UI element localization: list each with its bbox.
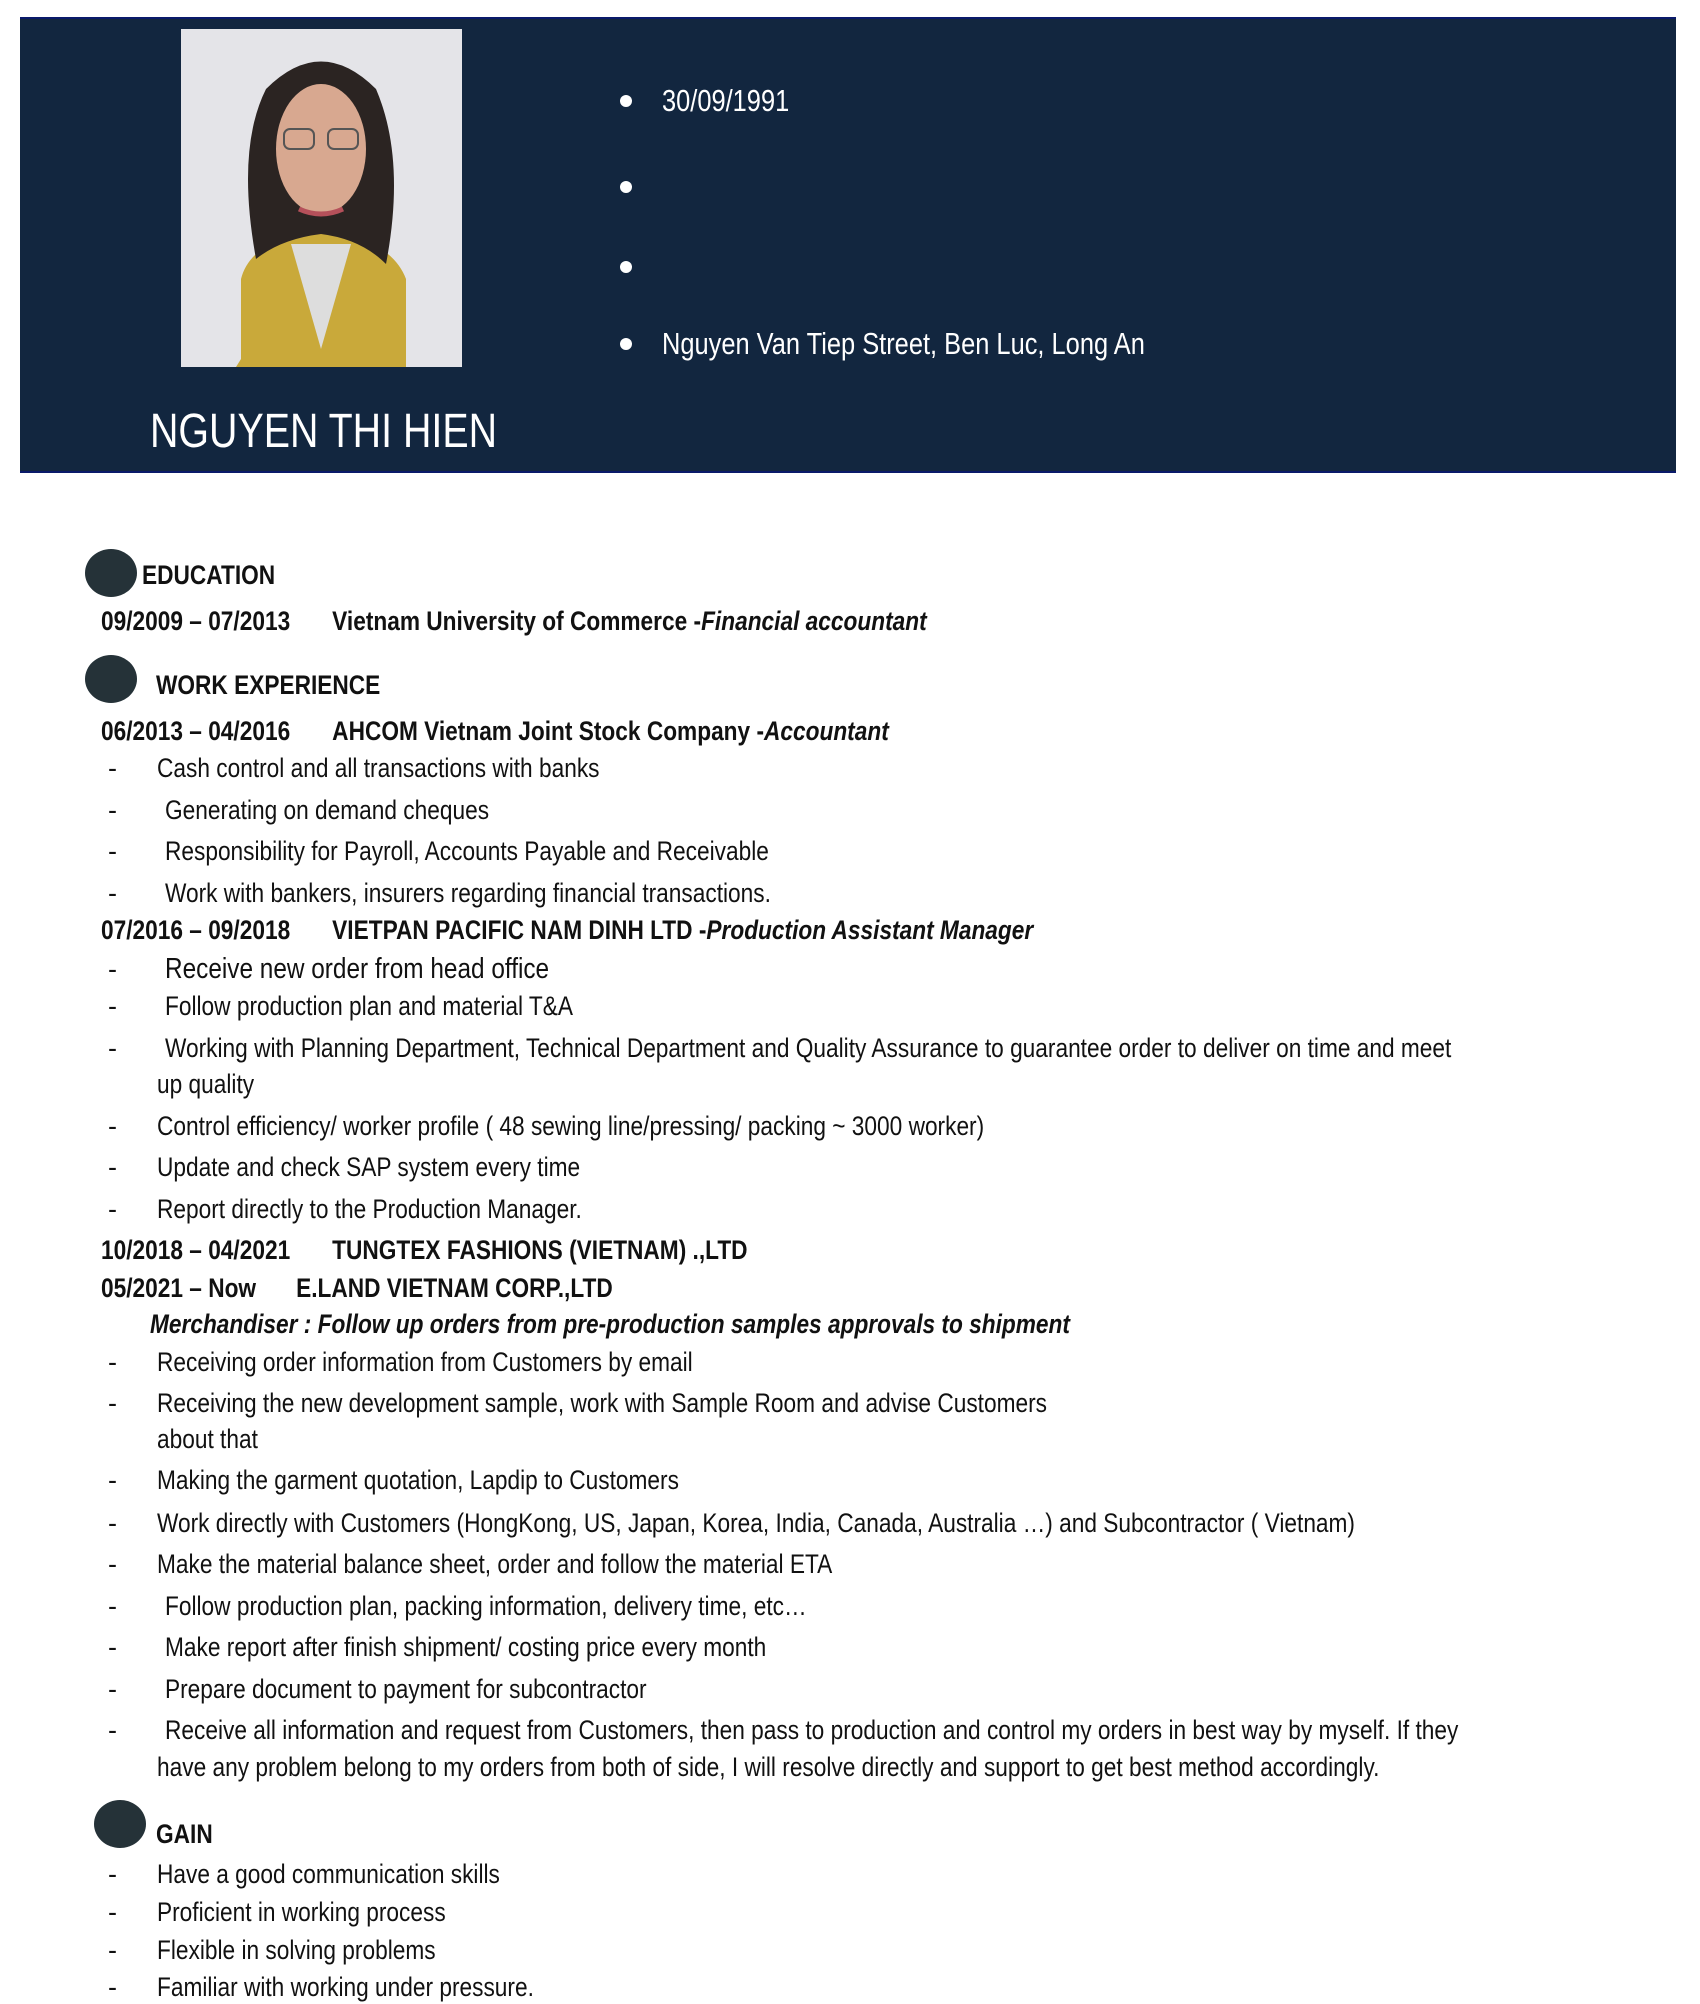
list-item: Work directly with Customers (HongKong, US, Japan, Korea, India, Canada, Australia …) and Subcontractor ( Vietnam)	[157, 1508, 1355, 1538]
section-heading-gain: GAIN	[156, 1819, 213, 1849]
job-role: Merchandiser : Follow up orders from pre-production samples approvals to shipment	[150, 1309, 1070, 1339]
list-item: Report directly to the Production Manager.	[157, 1194, 582, 1224]
job-company: Vietnam University of Commerce -	[332, 606, 702, 636]
list-item: Have a good communication skills	[157, 1859, 500, 1889]
dash-bullet: -	[108, 1111, 117, 1141]
job-company: VIETPAN PACIFIC NAM DINH LTD -	[332, 915, 707, 945]
list-item: Receiving the new development sample, work with Sample Room and advise Customers	[157, 1388, 1047, 1418]
list-item: Receive all information and request from Customers, then pass to production and control my orders in best way by myself. If they	[165, 1715, 1459, 1745]
list-item: about that	[157, 1424, 258, 1454]
list-item: Follow production plan and material T&A	[165, 991, 574, 1021]
list-item: Flexible in solving problems	[157, 1935, 436, 1965]
list-item: Receiving order information from Customers by email	[157, 1347, 693, 1377]
dash-bullet: -	[108, 1549, 117, 1579]
job-header	[101, 913, 1033, 947]
list-item: Update and check SAP system every time	[157, 1152, 581, 1182]
list-item: Make report after finish shipment/ costing price every month	[165, 1632, 767, 1662]
job-header	[101, 604, 927, 638]
list-item: Proficient in working process	[157, 1897, 446, 1927]
bullet-icon	[620, 261, 632, 273]
dash-bullet: -	[108, 836, 117, 866]
list-item: Control efficiency/ worker profile ( 48 sewing line/pressing/ packing ~ 3000 worker)	[157, 1111, 985, 1141]
cv-header	[20, 17, 1676, 473]
dash-bullet: -	[108, 1674, 117, 1704]
dash-bullet: -	[108, 753, 117, 783]
list-item: Familiar with working under pressure.	[157, 1972, 534, 2002]
section-dot-icon	[85, 549, 137, 597]
list-item: Generating on demand cheques	[165, 795, 490, 825]
bullet-icon	[620, 338, 632, 350]
job-company: E.LAND VIETNAM CORP.,LTD	[296, 1273, 613, 1303]
dash-bullet: -	[108, 795, 117, 825]
birth-date: 30/09/1991	[662, 83, 790, 118]
job-company: AHCOM Vietnam Joint Stock Company -	[332, 716, 765, 746]
bullet-icon	[620, 95, 632, 107]
job-dates: 10/2018 – 04/2021	[101, 1235, 291, 1265]
job-role: Production Assistant Manager	[706, 915, 1034, 945]
section-heading-work: WORK EXPERIENCE	[156, 670, 381, 700]
list-item: Cash control and all transactions with banks	[157, 753, 600, 783]
list-item: Make the material balance sheet, order and follow the material ETA	[157, 1549, 833, 1579]
list-item: Working with Planning Department, Technical Department and Quality Assurance to guarantee order to deliver on time and meet	[165, 1033, 1452, 1063]
dash-bullet: -	[108, 1972, 117, 2002]
dash-bullet: -	[108, 991, 117, 1021]
section-dot-icon	[85, 655, 137, 703]
dash-bullet: -	[108, 1465, 117, 1495]
job-role: Accountant	[764, 716, 889, 746]
dash-bullet: -	[108, 1033, 117, 1063]
list-item: Follow production plan, packing information, delivery time, etc…	[165, 1591, 807, 1621]
profile-photo	[181, 29, 462, 367]
dash-bullet: -	[108, 1897, 117, 1927]
candidate-name: NGUYEN THI HIEN	[150, 405, 498, 458]
list-item: Making the garment quotation, Lapdip to Customers	[157, 1465, 679, 1495]
job-header	[101, 714, 889, 748]
job-dates: 05/2021 – Now	[101, 1273, 257, 1303]
dash-bullet: -	[108, 1388, 117, 1418]
dash-bullet: -	[108, 878, 117, 908]
list-item: Receive new order from head office	[165, 953, 550, 985]
list-item: up quality	[157, 1069, 255, 1099]
list-item: Prepare document to payment for subcontractor	[165, 1674, 647, 1704]
dash-bullet: -	[108, 954, 117, 984]
dash-bullet: -	[108, 1508, 117, 1538]
address: Nguyen Van Tiep Street, Ben Luc, Long An	[662, 326, 1145, 361]
list-item: Work with bankers, insurers regarding financial transactions.	[165, 878, 771, 908]
dash-bullet: -	[108, 1935, 117, 1965]
list-item: Responsibility for Payroll, Accounts Payable and Receivable	[165, 836, 769, 866]
section-heading-education: EDUCATION	[142, 560, 276, 590]
dash-bullet: -	[108, 1715, 117, 1745]
job-company: TUNGTEX FASHIONS (VIETNAM) .,LTD	[332, 1235, 748, 1265]
job-dates: 09/2009 – 07/2013	[101, 606, 291, 636]
dash-bullet: -	[108, 1347, 117, 1377]
job-header	[101, 1271, 613, 1305]
dash-bullet: -	[108, 1591, 117, 1621]
section-dot-icon	[94, 1800, 146, 1848]
job-header	[101, 1233, 748, 1267]
dash-bullet: -	[108, 1859, 117, 1889]
job-role: Financial accountant	[701, 606, 927, 636]
job-dates: 06/2013 – 04/2016	[101, 716, 291, 746]
bullet-icon	[620, 181, 632, 193]
job-dates: 07/2016 – 09/2018	[101, 915, 291, 945]
list-item: have any problem belong to my orders from both of side, I will resolve directly and support to get best method accordingly.	[157, 1752, 1380, 1782]
dash-bullet: -	[108, 1194, 117, 1224]
dash-bullet: -	[108, 1152, 117, 1182]
dash-bullet: -	[108, 1632, 117, 1662]
